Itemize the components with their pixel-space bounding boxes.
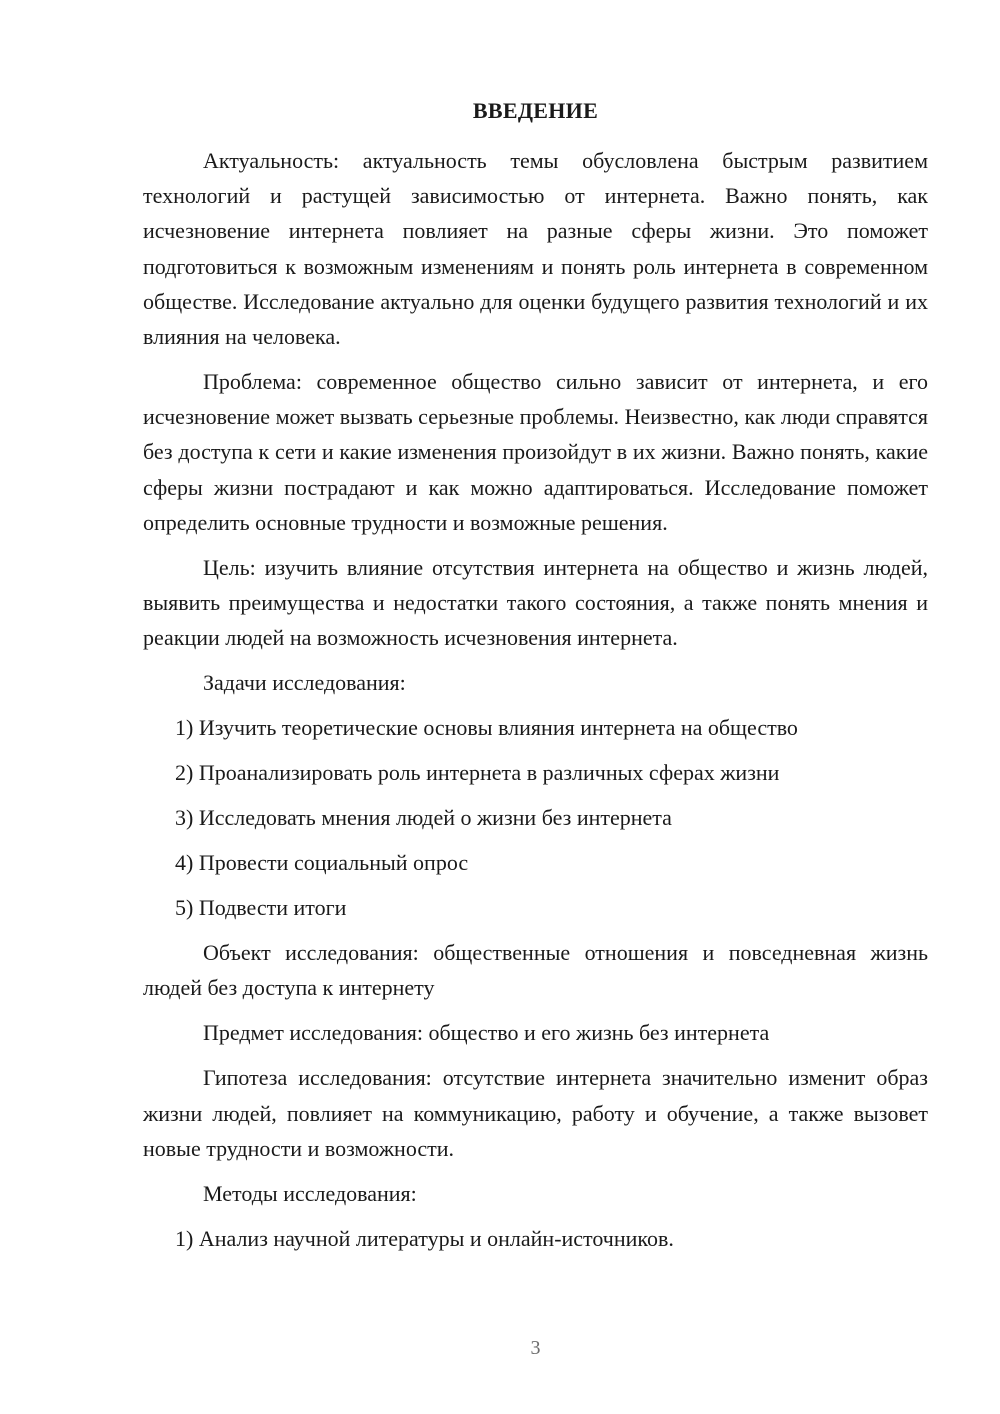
task-item-5: 5) Подвести итоги (175, 895, 347, 921)
tasks-title: Задачи исследования: (203, 670, 406, 696)
paragraph-goal: Цель: изучить влияние отсутствия интернета на общество и жизнь людей, выявить преимущества и недостатки такого состояния, а также понять мнения и реакции людей на возможность исчезновения интернета. (143, 554, 928, 651)
paragraph-object: Объект исследования: общественные отношения и повседневная жизнь людей без доступа к интернету (143, 940, 928, 1001)
page-title: ВВЕДЕНИЕ (472, 98, 599, 123)
paragraph-hypothesis: Гипотеза исследования: отсутствие интернета значительно изменит образ жизни людей, повлияет на коммуникацию, работу и обучение, а также вызовет новые трудности и возможности. (143, 1065, 928, 1161)
paragraph-subject: Предмет исследования: общество и его жизнь без интернета (203, 1020, 770, 1046)
methods-title: Методы исследования: (203, 1180, 417, 1206)
paragraph-relevance: Актуальность: актуальность темы обусловлена быстрым развитием технологий и растущей зависимостью от интернета. Важно понять, как исчезновение интернета повлияет на разные сферы жизни. Это поможет подготовиться к возможным изменениям и понять роль интернета в современном обществе. Исследование актуально для оценки будущего развития технологий и их влияния на человека. (143, 148, 928, 350)
paragraph-problem: Проблема: современное общество сильно зависит от интернета, и его исчезновение может вызвать серьезные проблемы. Неизвестно, как люди справятся без доступа к сети и какие изменения произойдут в их жизни. Важно понять, какие сферы жизни пострадают и как можно адаптироваться. Исследование поможет определить основные трудности и возможные решения. (143, 369, 928, 535)
task-item-2: 2) Проанализировать роль интернета в различных сферах жизни (175, 760, 780, 786)
task-item-4: 4) Провести социальный опрос (175, 850, 469, 876)
page-number: 3 (530, 1337, 541, 1359)
document-page (143, 0, 928, 1414)
document-body (143, 143, 928, 1266)
task-item-3: 3) Исследовать мнения людей о жизни без интернета (175, 805, 672, 831)
method-item-1: 1) Анализ научной литературы и онлайн-источников. (175, 1225, 674, 1251)
task-item-1: 1) Изучить теоретические основы влияния интернета на общество (175, 715, 798, 741)
